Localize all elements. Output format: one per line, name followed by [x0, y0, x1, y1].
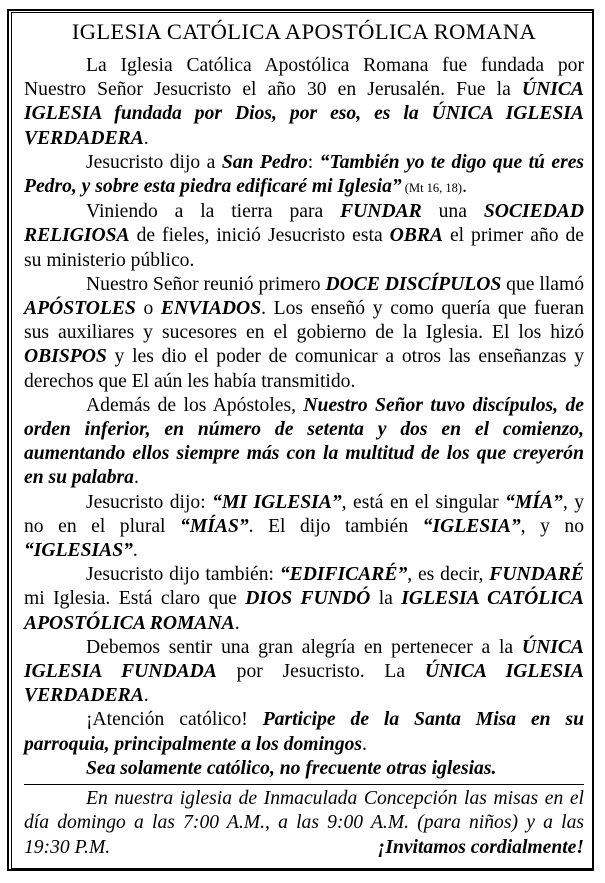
paragraph-solamente: [24, 757, 584, 781]
emphasis: “MÍAS”: [180, 515, 249, 537]
text: .: [234, 612, 240, 634]
emphasis: ÚNICA IGLESIA VERDADERA: [24, 661, 584, 707]
text: .: [462, 176, 467, 198]
text: , está en el singular: [341, 491, 506, 513]
emphasis: FUNDAR: [340, 201, 422, 223]
text: . El dijo también: [248, 515, 423, 537]
emphasis: OBISPOS: [24, 346, 107, 368]
quote: “También yo te digo que tú eres Pedro, y sobre esta piedra edificaré mi Iglesia”: [24, 151, 585, 198]
paragraph-atencion: [24, 708, 584, 756]
emphasis: OBRA: [389, 225, 443, 247]
text: Nuestro Señor reunió primero: [86, 273, 326, 295]
text: :: [307, 151, 320, 173]
emphasis: Participe de la Santa Misa en su parroquia, principalmente a los domingos: [24, 709, 584, 755]
text: por Jesucristo. La: [216, 661, 425, 683]
text: .: [143, 127, 149, 149]
text: Jesucristo dijo a: [86, 151, 222, 173]
text: . Los enseñó y como quería que fueran sus auxiliares y sucesores en el gobierno de la Iglesia. El los hizó: [24, 298, 584, 344]
paragraph-discipulos: [24, 394, 584, 491]
text: .: [362, 733, 367, 755]
paragraph-san-pedro: [24, 151, 584, 200]
text: .: [132, 540, 138, 562]
text: .: [133, 467, 139, 489]
text: y les dio el poder de comunicar a otros las enseñanzas y derechos que El aún les había transmitido.: [24, 346, 584, 392]
page-title: IGLESIA CATÓLICA APOSTÓLICA ROMANA: [71, 19, 537, 44]
text: o: [135, 298, 161, 320]
text: de fieles, inició Jesucristo esta: [129, 225, 390, 247]
emphasis: San Pedro: [221, 151, 308, 173]
text: una: [421, 201, 484, 223]
emphasis: “IGLESIAS”: [24, 540, 133, 562]
emphasis: “EDIFICARÉ”: [279, 564, 408, 586]
text: ¡Atención católico!: [86, 709, 263, 731]
text: .: [143, 685, 149, 707]
emphasis: “IGLESIA”: [422, 515, 521, 537]
paragraph-apostoles: [24, 273, 584, 394]
paragraph-foundation: [24, 54, 584, 151]
emphasis: Nuestro Señor tuvo discípulos, de orden inferior, en número de setenta y dos en el comienzo, aumentando ellos siempre más con la multitud de los que creyerón en su palabra: [24, 394, 584, 489]
emphasis: DIOS FUNDÓ: [245, 588, 371, 610]
text: que llamó: [501, 273, 584, 295]
invitation: ¡Invitamos cordialmente!: [377, 836, 584, 858]
text: Debemos sentir una gran alegría en pertenecer a la: [86, 636, 522, 658]
emphasis: FUNDARÉ: [489, 564, 584, 586]
emphasis: IGLESIA CATÓLICA APOSTÓLICA ROMANA: [24, 588, 584, 634]
emphasis: “MI IGLESIA”: [212, 491, 342, 513]
paragraph-edificare: [24, 563, 584, 636]
paragraph-mi-iglesia: [24, 491, 584, 564]
text: Viniendo a la tierra para: [86, 201, 341, 223]
paragraph-sociedad: [24, 200, 584, 273]
emphasis: SOCIEDAD RELIGIOSA: [24, 201, 585, 247]
leaflet-content: [24, 18, 584, 860]
text: Además de los Apóstoles,: [86, 394, 304, 416]
emphasis: ENVIADOS: [160, 298, 262, 320]
emphasis: DOCE DISCÍPULOS: [325, 273, 502, 295]
emphasis: ÚNICA IGLESIA fundada por Dios, por eso, es la ÚNICA IGLESIA VERDADERA: [24, 79, 584, 149]
text: mi Iglesia. Está claro que: [24, 588, 246, 610]
bible-reference: (Mt 16, 18): [401, 181, 463, 196]
text: , es decir,: [407, 564, 490, 586]
emphasis: Sea solamente católico, no frecuente otras iglesias.: [86, 757, 497, 779]
text: Jesucristo dijo también:: [86, 564, 280, 586]
text: La Iglesia Católica Apostólica Romana fue fundada por Nuestro Señor Jesucristo el año 30 en Jerusalén. Fue la: [24, 55, 584, 101]
text: la: [370, 588, 402, 610]
emphasis: APÓSTOLES: [24, 298, 136, 320]
divider: [24, 784, 584, 785]
text: el primer año de su ministerio público.: [24, 225, 585, 271]
schedule-text: En nuestra iglesia de Inmaculada Concepción las misas en el día domingo a las 7:00 A.M., a las 9:00 A.M. (para niños) y a las 19:30 P.M.: [24, 788, 584, 858]
emphasis: “MÍA”: [505, 491, 563, 513]
text: Jesucristo dijo:: [86, 491, 213, 513]
text: , y no en el plural: [24, 491, 584, 537]
paragraph-alegria: [24, 636, 584, 709]
emphasis: ÚNICA IGLESIA FUNDADA: [24, 636, 584, 683]
text: , y no: [520, 515, 584, 537]
mass-schedule: [24, 787, 584, 860]
